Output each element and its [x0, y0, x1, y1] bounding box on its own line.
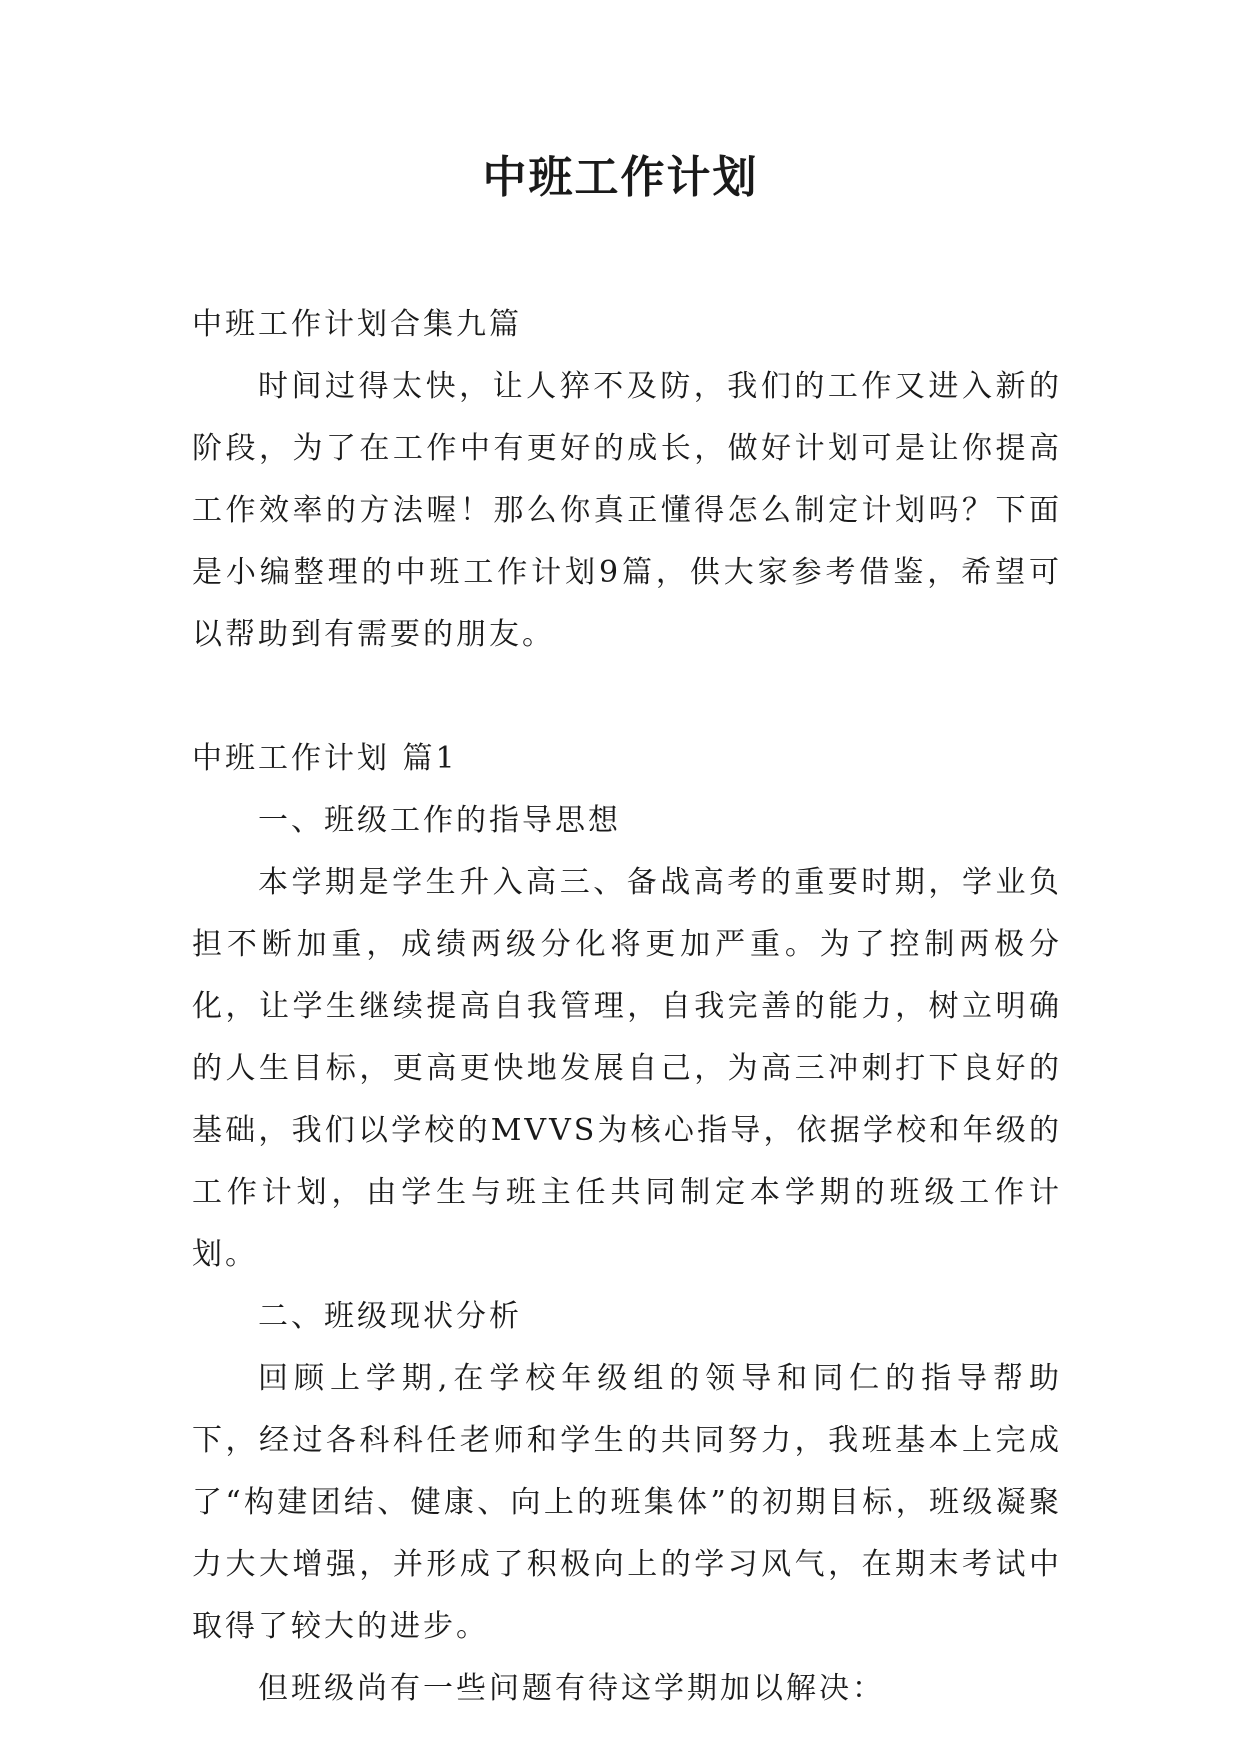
intro-paragraph: 时间过得太快，让人猝不及防，我们的工作又进入新的阶段，为了在工作中有更好的成长，做好计划可是让你提高工作效率的方法喔！那么你真正懂得怎么制定计划吗？下面是小编整理的中班工作计划9篇，供大家参考借鉴，希望可以帮助到有需要的朋友。: [192, 369, 1062, 652]
heading-status-analysis: 二、班级现状分析: [258, 1299, 522, 1334]
heading-guiding-idea: 一、班级工作的指导思想: [258, 803, 621, 838]
section-heading: 中班工作计划 篇1: [192, 741, 458, 776]
paragraph-remaining-issues: 但班级尚有一些问题有待这学期加以解决：: [258, 1671, 885, 1706]
document-title: 中班工作计划: [482, 152, 759, 203]
paragraph-guiding-idea: 本学期是学生升入高三、备战高考的重要时期，学业负担不断加重，成绩两级分化将更加严重。为了控制两极分化，让学生继续提高自我管理，自我完善的能力，树立明确的人生目标，更高更快地发展自己，为高三冲刺打下良好的基础，我们以学校的MVVS为核心指导，依据学校和年级的工作计划，由学生与班主任共同制定本学期的班级工作计划。: [192, 865, 1062, 1272]
paragraph-status-analysis: 回顾上学期,在学校年级组的领导和同仁的指导帮助下，经过各科科任老师和学生的共同努力，我班基本上完成了“构建团结、健康、向上的班集体”的初期目标，班级凝聚力大大增强，并形成了积极向上的学习风气，在期末考试中取得了较大的进步。: [192, 1361, 1062, 1644]
document-body: [192, 294, 1062, 1720]
document-subtitle: 中班工作计划合集九篇: [192, 307, 522, 342]
